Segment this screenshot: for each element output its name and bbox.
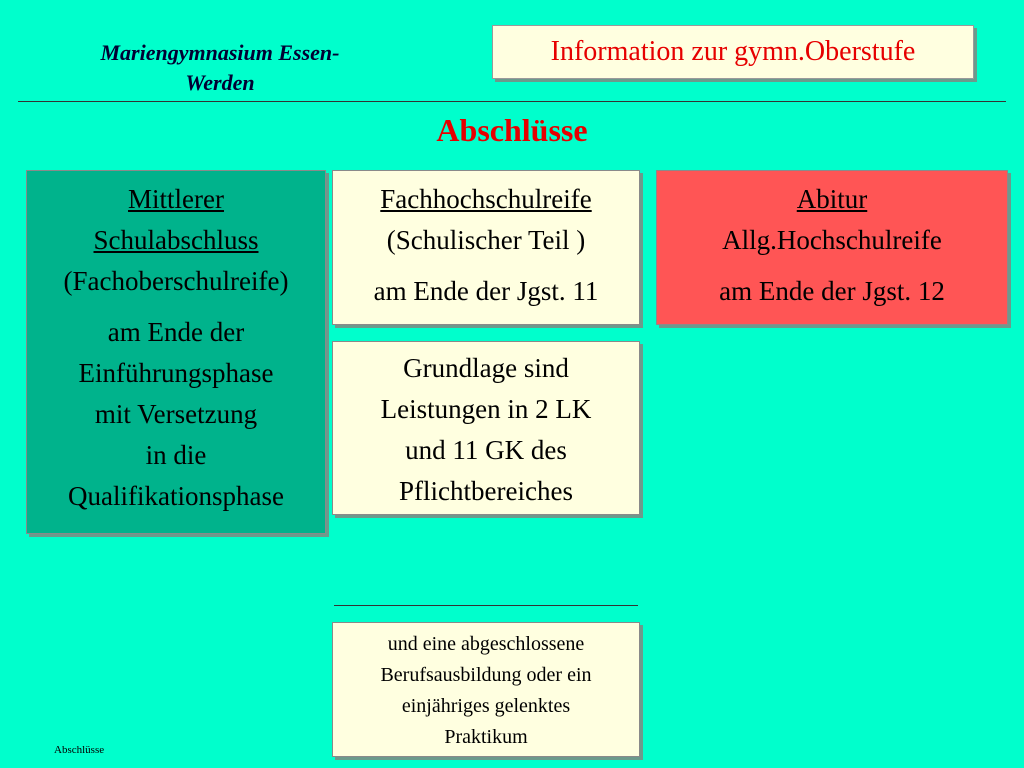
school-name-line2: Werden — [185, 70, 255, 95]
grundlage-line: und 11 GK des — [405, 435, 567, 465]
fachhochschulreife-box — [332, 170, 640, 325]
berufsausbildung-line: und eine abgeschlossene — [387, 633, 585, 655]
fachhochschulreife-heading: Fachhochschulreife — [380, 184, 592, 214]
abitur-when: am Ende der Jgst. 12 — [719, 276, 945, 306]
mittlerer-line: in die — [145, 440, 207, 470]
berufsausbildung-line: Berufsausbildung oder ein — [380, 664, 592, 686]
abitur-box — [656, 170, 1008, 325]
fachhochschulreife-when: am Ende der Jgst. 11 — [373, 276, 599, 306]
info-title: Information zur gymn.Oberstufe — [550, 36, 916, 67]
page-title: Abschlüsse — [436, 112, 588, 148]
fachhochschulreife-subtitle: (Schulischer Teil ) — [386, 225, 586, 255]
berufsausbildung-line: Praktikum — [444, 726, 528, 748]
berufsausbildung-line: einjähriges gelenktes — [401, 695, 571, 717]
school-name-line1: Mariengymnasium Essen- — [100, 40, 340, 65]
mittlerer-heading-2: Schulabschluss — [93, 225, 259, 255]
mittlerer-schulabschluss-box — [26, 170, 326, 534]
abitur-subtitle: Allg.Hochschulreife — [722, 225, 942, 255]
mittlerer-heading-1: Mittlerer — [128, 184, 224, 214]
header-divider — [18, 101, 1006, 102]
mittlerer-line: Einführungsphase — [78, 358, 274, 388]
school-name — [40, 38, 400, 98]
grundlage-line: Leistungen in 2 LK — [380, 394, 592, 424]
mittlerer-subtitle: (Fachoberschulreife) — [63, 266, 289, 296]
mittlerer-line: mit Versetzung — [94, 399, 258, 429]
section-divider — [334, 605, 638, 606]
footer-label: Abschlüsse — [54, 744, 105, 756]
abitur-heading: Abitur — [796, 184, 868, 214]
grundlage-box — [332, 341, 640, 515]
berufsausbildung-box — [332, 622, 640, 757]
grundlage-line: Grundlage sind — [403, 353, 569, 383]
info-title-box — [492, 25, 974, 79]
grundlage-line: Pflichtbereiches — [399, 476, 573, 506]
mittlerer-line: am Ende der — [107, 317, 245, 347]
mittlerer-line: Qualifikationsphase — [68, 481, 284, 511]
